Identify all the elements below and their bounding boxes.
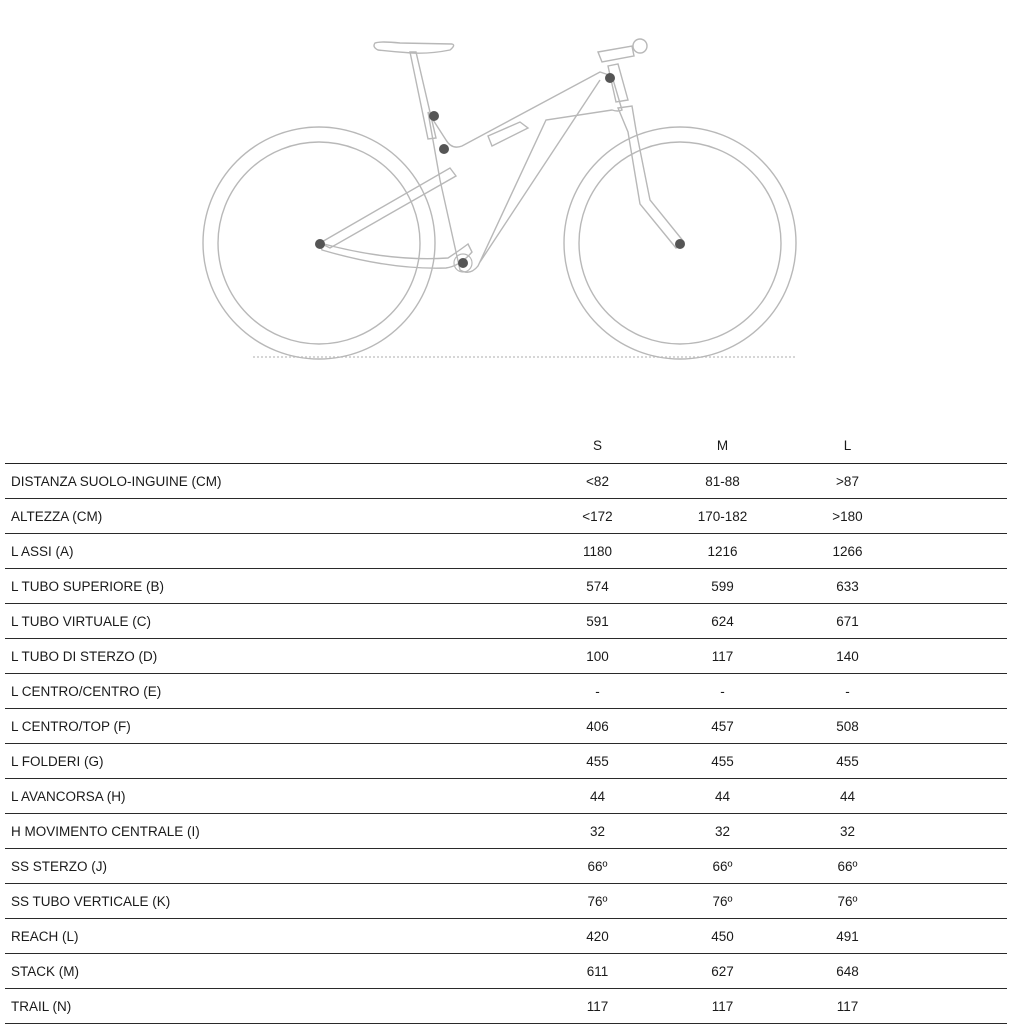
table-row: [5, 569, 1007, 604]
row-label: L TUBO DI STERZO (D): [5, 639, 535, 674]
cell-s: 32: [535, 814, 660, 849]
cell-s: <82: [535, 464, 660, 499]
row-label: L CENTRO/CENTRO (E): [5, 674, 535, 709]
cell-l: 455: [785, 744, 910, 779]
cell-l: >87: [785, 464, 910, 499]
pivot-seat: [429, 111, 439, 121]
table-row: [5, 849, 1007, 884]
header-size-l: L: [785, 427, 910, 464]
row-label: DISTANZA SUOLO-INGUINE (CM): [5, 464, 535, 499]
cell-l: 44: [785, 779, 910, 814]
cell-l: 76º: [785, 884, 910, 919]
table-row: [5, 464, 1007, 499]
row-label: ALTEZZA (CM): [5, 499, 535, 534]
cell-m: 627: [660, 954, 785, 989]
cell-s: 574: [535, 569, 660, 604]
header-pad: [910, 427, 1007, 464]
bike-geometry-diagram: [0, 0, 1024, 420]
table-header-row: [5, 427, 1007, 464]
cell-l: 648: [785, 954, 910, 989]
header-label-column: [5, 427, 535, 464]
table-row: [5, 884, 1007, 919]
cell-l: 140: [785, 639, 910, 674]
cell-m: -: [660, 674, 785, 709]
down-tube: [480, 80, 600, 262]
rear-shock: [488, 122, 528, 146]
header-size-m: M: [660, 427, 785, 464]
cell-l: 66º: [785, 849, 910, 884]
table-row: [5, 499, 1007, 534]
cell-s: 420: [535, 919, 660, 954]
row-label: L ASSI (A): [5, 534, 535, 569]
table-row: [5, 779, 1007, 814]
handlebar: [633, 39, 647, 53]
row-label: H MOVIMENTO CENTRALE (I): [5, 814, 535, 849]
cell-m: 32: [660, 814, 785, 849]
cell-s: <172: [535, 499, 660, 534]
cell-s: 44: [535, 779, 660, 814]
cell-s: 611: [535, 954, 660, 989]
cell-m: 624: [660, 604, 785, 639]
cell-l: 671: [785, 604, 910, 639]
cell-m: 1216: [660, 534, 785, 569]
cell-l: 117: [785, 989, 910, 1024]
header-size-s: S: [535, 427, 660, 464]
table-row: [5, 989, 1007, 1024]
row-label: L FOLDERI (G): [5, 744, 535, 779]
cell-m: 457: [660, 709, 785, 744]
cell-s: 100: [535, 639, 660, 674]
cell-s: 1180: [535, 534, 660, 569]
cell-s: -: [535, 674, 660, 709]
pivot-rear-axle: [315, 239, 325, 249]
row-label: L TUBO SUPERIORE (B): [5, 569, 535, 604]
cell-s: 117: [535, 989, 660, 1024]
cell-s: 66º: [535, 849, 660, 884]
cell-m: 117: [660, 639, 785, 674]
table-row: [5, 639, 1007, 674]
cell-s: 76º: [535, 884, 660, 919]
cell-l: 1266: [785, 534, 910, 569]
row-label: TRAIL (N): [5, 989, 535, 1024]
pivot-shock: [439, 144, 449, 154]
table-row: [5, 534, 1007, 569]
bike-outline: [203, 39, 796, 359]
stem: [598, 46, 634, 62]
cell-m: 117: [660, 989, 785, 1024]
cell-m: 81-88: [660, 464, 785, 499]
table-row: [5, 674, 1007, 709]
row-label: L TUBO VIRTUALE (C): [5, 604, 535, 639]
row-label: L CENTRO/TOP (F): [5, 709, 535, 744]
row-label: STACK (M): [5, 954, 535, 989]
row-label: L AVANCORSA (H): [5, 779, 535, 814]
geometry-table: [5, 427, 1007, 1024]
cell-m: 170-182: [660, 499, 785, 534]
seatstay: [320, 168, 456, 248]
table-row: [5, 919, 1007, 954]
table-row: [5, 814, 1007, 849]
row-label: REACH (L): [5, 919, 535, 954]
row-label: SS TUBO VERTICALE (K): [5, 884, 535, 919]
cell-l: 633: [785, 569, 910, 604]
row-label: SS STERZO (J): [5, 849, 535, 884]
cell-l: 32: [785, 814, 910, 849]
table-row: [5, 954, 1007, 989]
cell-m: 455: [660, 744, 785, 779]
table-row: [5, 744, 1007, 779]
cell-m: 599: [660, 569, 785, 604]
pivot-points: [315, 73, 685, 268]
pivot-front-axle: [675, 239, 685, 249]
cell-s: 406: [535, 709, 660, 744]
cell-l: -: [785, 674, 910, 709]
cell-m: 76º: [660, 884, 785, 919]
cell-l: 508: [785, 709, 910, 744]
pivot-bottom-bracket: [458, 258, 468, 268]
cell-s: 455: [535, 744, 660, 779]
pivot-top: [605, 73, 615, 83]
cell-l: 491: [785, 919, 910, 954]
main-frame: [428, 72, 622, 272]
cell-s: 591: [535, 604, 660, 639]
chainstay: [320, 243, 472, 268]
cell-m: 66º: [660, 849, 785, 884]
cell-m: 450: [660, 919, 785, 954]
table-row: [5, 604, 1007, 639]
seatpost: [410, 52, 436, 139]
cell-l: >180: [785, 499, 910, 534]
table-row: [5, 709, 1007, 744]
cell-m: 44: [660, 779, 785, 814]
